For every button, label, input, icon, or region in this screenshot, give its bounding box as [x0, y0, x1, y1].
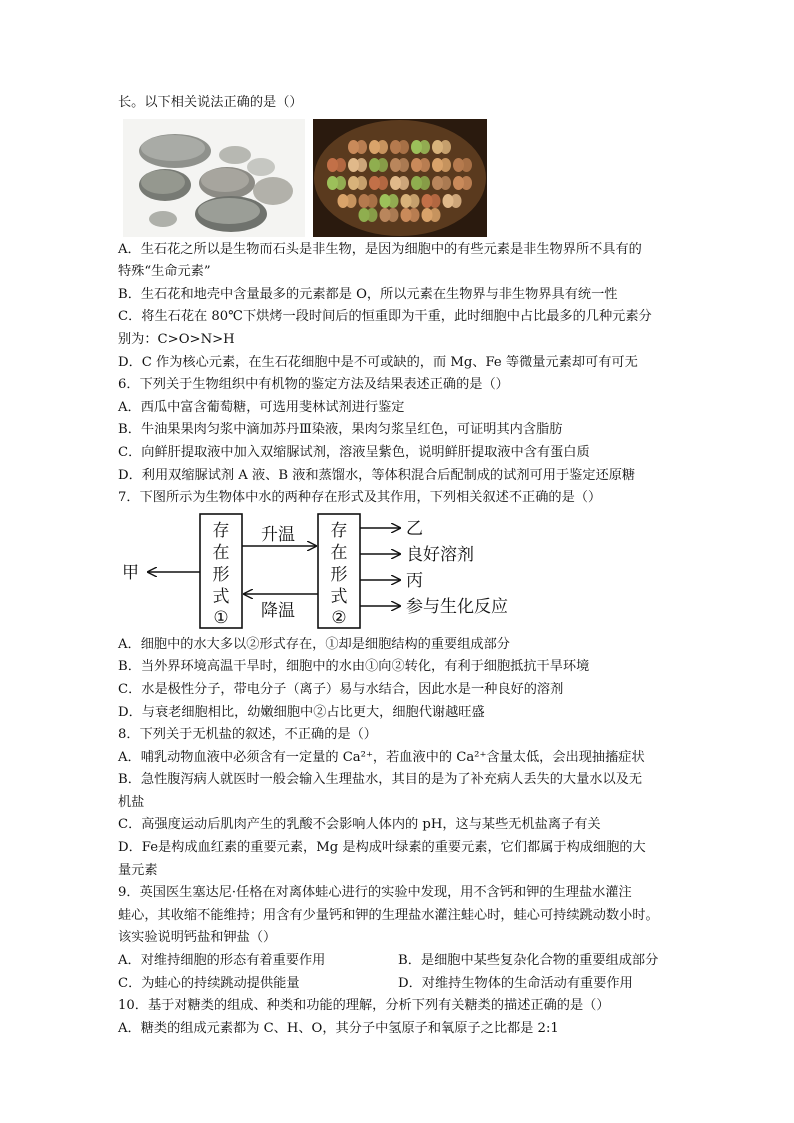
q10-option-a: A．糖类的组成元素都为 C、H、O，其分子中氢原子和氧原子之比都是 2:1: [118, 1020, 559, 1036]
lithops-leaf: [356, 158, 367, 172]
q5-option-b: B．生石花和地壳中含量最多的元素都是 O，所以元素在生物界与非生物界具有统一性: [118, 286, 618, 302]
q8-option-d-line2: 量元素: [118, 862, 158, 878]
q7-option-d: D．与衰老细胞相比，幼嫩细胞中②占比更大，细胞代谢越旺盛: [118, 704, 485, 720]
lithops-leaf: [356, 140, 367, 154]
water-forms-diagram: [118, 512, 678, 632]
lithops-leaf: [451, 194, 462, 208]
lithops-leaf: [430, 194, 441, 208]
lithops-leaf: [430, 208, 441, 222]
box1-char: 形: [212, 564, 230, 585]
lithops-leaf: [419, 158, 430, 172]
label-yi: 乙: [406, 518, 423, 539]
lithops-leaf: [398, 176, 409, 190]
label-biochemical-reaction: 参与生化反应: [406, 596, 508, 617]
label-good-solvent: 良好溶剂: [406, 544, 474, 565]
q8-option-c: C．高强度运动后肌肉产生的乳酸不会影响人体内的 pH，这与某些无机盐离子有关: [118, 817, 601, 833]
q9-option-d: D．对维持生物体的生命活动有重要作用: [398, 975, 633, 991]
lithops-leaf: [335, 176, 346, 190]
lithops-leaf: [377, 140, 388, 154]
lithops-leaf: [440, 176, 451, 190]
label-jia: 甲: [122, 562, 139, 583]
lithops-leaf: [461, 158, 472, 172]
box2-char: 式: [330, 586, 348, 607]
lithops-leaf: [388, 208, 399, 222]
lithops-leaf: [335, 158, 346, 172]
question-8-stem: 8．下列关于无机盐的叙述，不正确的是（）: [118, 727, 377, 743]
q9-options-row-1: [118, 950, 678, 973]
lithops-leaf: [419, 140, 430, 154]
lithops-leaf: [440, 158, 451, 172]
q6-option-a: A．西瓜中富含葡萄糖，可选用斐林试剂进行鉴定: [118, 399, 405, 415]
box1-char: 在: [212, 542, 230, 563]
q5-option-a-line2: 特殊“生命元素”: [118, 264, 211, 280]
box1-char: 存: [212, 520, 230, 541]
lithops-leaf: [377, 176, 388, 190]
q7-option-b: B．当外界环境高温干旱时，细胞中的水由①向②转化，有利于细胞抵抗干旱环境: [118, 659, 590, 675]
question-9-stem-line2: 蛙心，其收缩不能维持；用含有少量钙和钾的生理盐水灌注蛙心时，蛙心可持续跳动数小时。: [118, 907, 659, 923]
box2-char: 存: [330, 520, 348, 541]
question-7-stem: 7．下图所示为生物体中水的两种存在形式及其作用，下列相关叙述不正确的是（）: [118, 490, 602, 506]
lithops-leaf: [346, 194, 357, 208]
box1-char: 式: [212, 586, 230, 607]
q7-option-c: C．水是极性分子，带电分子（离子）易与水结合，因此水是一种良好的溶剂: [118, 681, 564, 697]
lithops-leaf: [367, 194, 378, 208]
q5-option-d: D．C 作为核心元素，在生石花细胞中是不可或缺的，而 Mg、Fe 等微量元素却可有可无: [118, 354, 638, 370]
lithops-leaf: [377, 158, 388, 172]
q6-option-d: D．利用双缩脲试剂 A 液、B 液和蒸馏水，等体积混合后配制成的试剂可用于鉴定还原糖: [118, 467, 636, 483]
box2-char: ②: [331, 607, 347, 628]
lithops-leaf: [461, 176, 472, 190]
q5-option-a-line1: A．生石花之所以是生物而石头是非生物，是因为细胞中的有些元素是非生物界所不具有的: [118, 241, 642, 257]
question-10-stem: 10．基于对糖类的组成、种类和功能的理解，分析下列有关糖类的描述正确的是（）: [118, 998, 610, 1014]
lithops-leaf: [398, 140, 409, 154]
q6-option-c: C．向鲜肝提取液中加入双缩脲试剂，溶液呈紫色，说明鲜肝提取液中含有蛋白质: [118, 444, 590, 460]
q6-option-b: B．牛油果果肉匀浆中滴加苏丹Ⅲ染液，果肉匀浆呈红色，可证明其内含脂肪: [118, 422, 563, 438]
lithops-leaf: [409, 194, 420, 208]
q8-option-a: A．哺乳动物血液中必须含有一定量的 Ca²⁺，若血液中的 Ca²⁺含量太低，会出现抽搐症状: [118, 749, 645, 765]
q9-option-a: A．对维持细胞的形态有着重要作用: [118, 953, 326, 969]
heating-label: 升温: [261, 524, 295, 545]
lithops-leaf: [419, 176, 430, 190]
question-9-stem-line3: 该实验说明钙盐和钾盐（）: [118, 930, 277, 946]
cooling-label: 降温: [261, 600, 295, 621]
q5-option-c-line1: C．将生石花在 80℃下烘烤一段时间后的恒重即为干重，此时细胞中占比最多的几种元素分: [118, 309, 652, 325]
lithops-leaf: [367, 208, 378, 222]
box2-char: 在: [330, 542, 348, 563]
box2-char: 形: [330, 564, 348, 585]
question-5-tail: 长。以下相关说法正确的是（）: [118, 95, 303, 110]
q5-option-c-line2: 别为：C>O>N>H: [118, 331, 235, 347]
q7-option-a: A．细胞中的水大多以②形式存在，①却是细胞结构的重要组成部分: [118, 636, 510, 652]
q8-option-b-line1: B．急性腹泻病人就医时一般会输入生理盐水，其目的是为了补充病人丢失的大量水以及无: [118, 772, 642, 788]
q9-option-c: C．为蛙心的持续跳动提供能量: [118, 975, 300, 991]
question-9-stem-line1: 9．英国医生塞达尼·任格在对离体蛙心进行的实验中发现，用不含钙和钾的生理盐水灌注: [118, 885, 632, 901]
label-bing: 丙: [406, 570, 423, 591]
lithops-leaf: [398, 158, 409, 172]
stones-photo: [123, 119, 305, 237]
lithops-leaf: [388, 194, 399, 208]
lithops-leaf: [440, 140, 451, 154]
question-6-stem: 6．下列关于生物组织中有机物的鉴定方法及结果表述正确的是（）: [118, 377, 509, 393]
q8-option-d-line1: D．Fe是构成血红素的重要元素，Mg 是构成叶绿素的重要元素，它们都属于构成细胞的大: [118, 840, 646, 856]
q8-option-b-line2: 机盐: [118, 794, 145, 810]
lithops-plants-photo: [313, 119, 487, 237]
q9-options-row-2: [118, 973, 678, 996]
q9-option-b: B．是细胞中某些复杂化合物的重要组成部分: [398, 953, 659, 969]
document-page: [118, 92, 678, 1040]
question-5-photos: [123, 119, 678, 237]
box1-char: ①: [213, 607, 229, 628]
lithops-leaf: [409, 208, 420, 222]
lithops-leaf: [356, 176, 367, 190]
